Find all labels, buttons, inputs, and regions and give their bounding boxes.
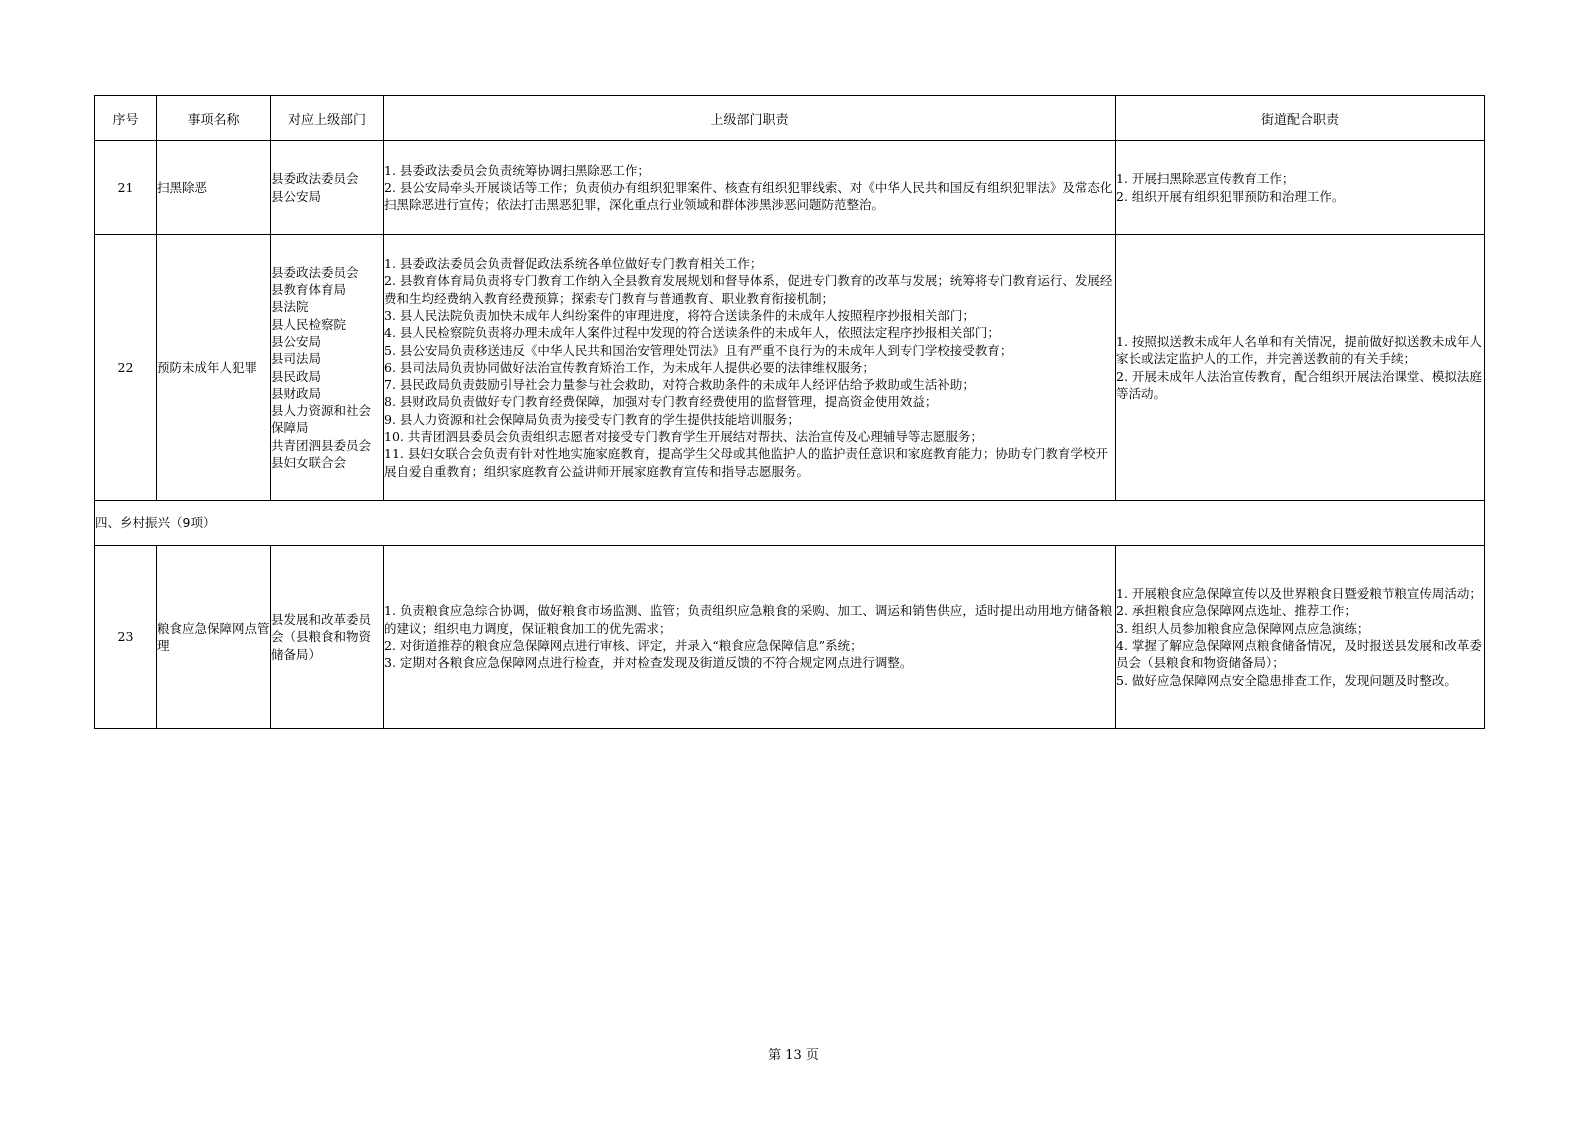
item-name: 预防未成年人犯罪	[157, 235, 271, 501]
duty-line: 1. 县委政法委员会负责统筹协调扫黑除恶工作；	[384, 162, 650, 178]
duty-line: 4. 掌握了解应急保障网点粮食储备情况，及时报送县发展和改革委员会（县粮食和物资储备局）；	[1116, 638, 1482, 671]
duty-line: 3. 组织人员参加粮食应急保障网点应急演练；	[1116, 620, 1370, 636]
row-number: 23	[95, 546, 157, 729]
street-duty-cell	[1116, 235, 1485, 501]
duty-line: 6. 县司法局负责协同做好法治宣传教育矫治工作，为未成年人提供必要的法律维权服务；	[384, 359, 875, 375]
duty-line: 9. 县人力资源和社会保障局负责为接受专门教育的学生提供技能培训服务；	[384, 411, 800, 427]
duty-line: 2. 承担粮食应急保障网点选址、推荐工作；	[1116, 603, 1357, 619]
superior-duty-cell	[384, 235, 1116, 501]
row-number: 21	[95, 141, 157, 235]
dept-item: 县发展和改革委员会（县粮食和物资储备局）	[271, 612, 372, 662]
duty-line: 2. 组织开展有组织犯罪预防和治理工作。	[1116, 188, 1345, 204]
duty-line: 11. 县妇女联合会负责有针对性地实施家庭教育，提高学生父母或其他监护人的监护责任意识和家庭教育能力；协助专门教育学校开展自爱自重教育；组织家庭教育公益讲师开展家庭教育宣传和指导志愿服务。	[384, 446, 1108, 479]
dept-item: 县公安局	[271, 333, 322, 349]
dept-list	[271, 546, 384, 729]
dept-item: 县教育体育局	[271, 282, 347, 298]
duty-line: 5. 县公安局负责移送违反《中华人民共和国治安管理处罚法》且有严重不良行为的未成年人到专门学校接受教育；	[384, 342, 1013, 358]
duty-line: 1. 按照拟送教未成年人名单和有关情况，提前做好拟送教未成年人家长或法定监护人的工作，并完善送教前的有关手续；	[1116, 333, 1482, 367]
street-duty-cell	[1116, 141, 1485, 235]
page-number: 第 13 页	[768, 1048, 819, 1063]
section-row	[95, 501, 1485, 546]
section-heading: 四、乡村振兴（9项）	[95, 501, 1485, 546]
duty-line: 8. 县财政局负责做好专门教育经费保障，加强对专门教育经费使用的监督管理，提高资金使用效益；	[384, 394, 938, 410]
dept-item: 县民政局	[271, 368, 322, 384]
header-seq: 序号	[95, 96, 157, 141]
header-item-name: 事项名称	[157, 96, 271, 141]
row-number: 22	[95, 235, 157, 501]
dept-list	[271, 235, 384, 501]
dept-item: 共青团泗县委员会	[271, 437, 372, 453]
dept-item: 县委政法委员会	[271, 171, 359, 187]
dept-item: 县人民检察院	[271, 316, 347, 332]
duty-line: 7. 县民政局负责鼓励引导社会力量参与社会救助，对符合救助条件的未成年人经评估给予救助或生活补助；	[384, 377, 975, 393]
duty-line: 2. 县公安局牵头开展谈话等工作；负责侦办有组织犯罪案件、核查有组织犯罪线索、对《中华人民共和国反有组织犯罪法》及常态化扫黑除恶进行宣传；依法打击黑恶犯罪，深化重点行业领域和群体涉黑涉恶问题防范整治。	[384, 179, 1113, 213]
dept-item: 县公安局	[271, 188, 322, 204]
dept-item: 县委政法委员会	[271, 264, 359, 280]
duty-table	[94, 95, 1485, 729]
header-superior-duty: 上级部门职责	[384, 96, 1116, 141]
duty-line: 3. 定期对各粮食应急保障网点进行检查，并对检查发现及街道反馈的不符合规定网点进行调整。	[384, 655, 913, 671]
table-row	[95, 141, 1485, 235]
item-name: 扫黑除恶	[157, 141, 271, 235]
dept-list	[271, 141, 384, 235]
duty-line: 1. 开展扫黑除恶宣传教育工作；	[1116, 171, 1295, 187]
duty-line: 2. 县教育体育局负责将专门教育工作纳入全县教育发展规划和督导体系，促进专门教育的改革与发展；统筹将专门教育运行、发展经费和生均经费纳入教育经费预算；探索专门教育与普通教育、职业教育衔接机制；	[384, 273, 1113, 306]
duty-line: 1. 负责粮食应急综合协调，做好粮食市场监测、监管；负责组织应急粮食的采购、加工、调运和销售供应，适时提出动用地方储备粮的建议；组织电力调度，保证粮食加工的优先需求；	[384, 603, 1113, 636]
header-superior-dept: 对应上级部门	[271, 96, 384, 141]
dept-item: 县妇女联合会	[271, 454, 347, 470]
superior-duty-cell	[384, 546, 1116, 729]
street-duty-cell	[1116, 546, 1485, 729]
header-row	[95, 96, 1485, 141]
dept-item: 县人力资源和社会保障局	[271, 403, 372, 436]
duty-line: 2. 开展未成年人法治宣传教育，配合组织开展法治课堂、模拟法庭等活动。	[1116, 368, 1482, 401]
superior-duty-cell	[384, 141, 1116, 235]
duty-line: 2. 对街道推荐的粮食应急保障网点进行审核、评定，并录入“粮食应急保障信息”系统；	[384, 638, 863, 653]
duty-line: 10. 共青团泗县委员会负责组织志愿者对接受专门教育学生开展结对帮扶、法治宣传及心理辅导等志愿服务；	[384, 429, 983, 445]
item-name: 粮食应急保障网点管理	[157, 546, 271, 729]
dept-item: 县司法局	[271, 351, 322, 367]
dept-item: 县法院	[271, 299, 309, 315]
duty-line: 1. 县委政法委员会负责督促政法系统各单位做好专门教育相关工作；	[384, 256, 763, 272]
dept-item: 县财政局	[271, 385, 322, 401]
duty-line: 5. 做好应急保障网点安全隐患排查工作，发现问题及时整改。	[1116, 672, 1457, 688]
table-row	[95, 235, 1485, 501]
duty-line: 1. 开展粮食应急保障宣传以及世界粮食日暨爱粮节粮宣传周活动；	[1116, 586, 1482, 602]
table-row	[95, 546, 1485, 729]
duty-line: 3. 县人民法院负责加快未成年人纠纷案件的审理进度，将符合送读条件的未成年人按照程序抄报相关部门；	[384, 307, 975, 323]
duty-line: 4. 县人民检察院负责将办理未成年人案件过程中发现的符合送读条件的未成年人，依照法定程序抄报相关部门；	[384, 325, 1000, 341]
header-street-duty: 街道配合职责	[1116, 96, 1485, 141]
